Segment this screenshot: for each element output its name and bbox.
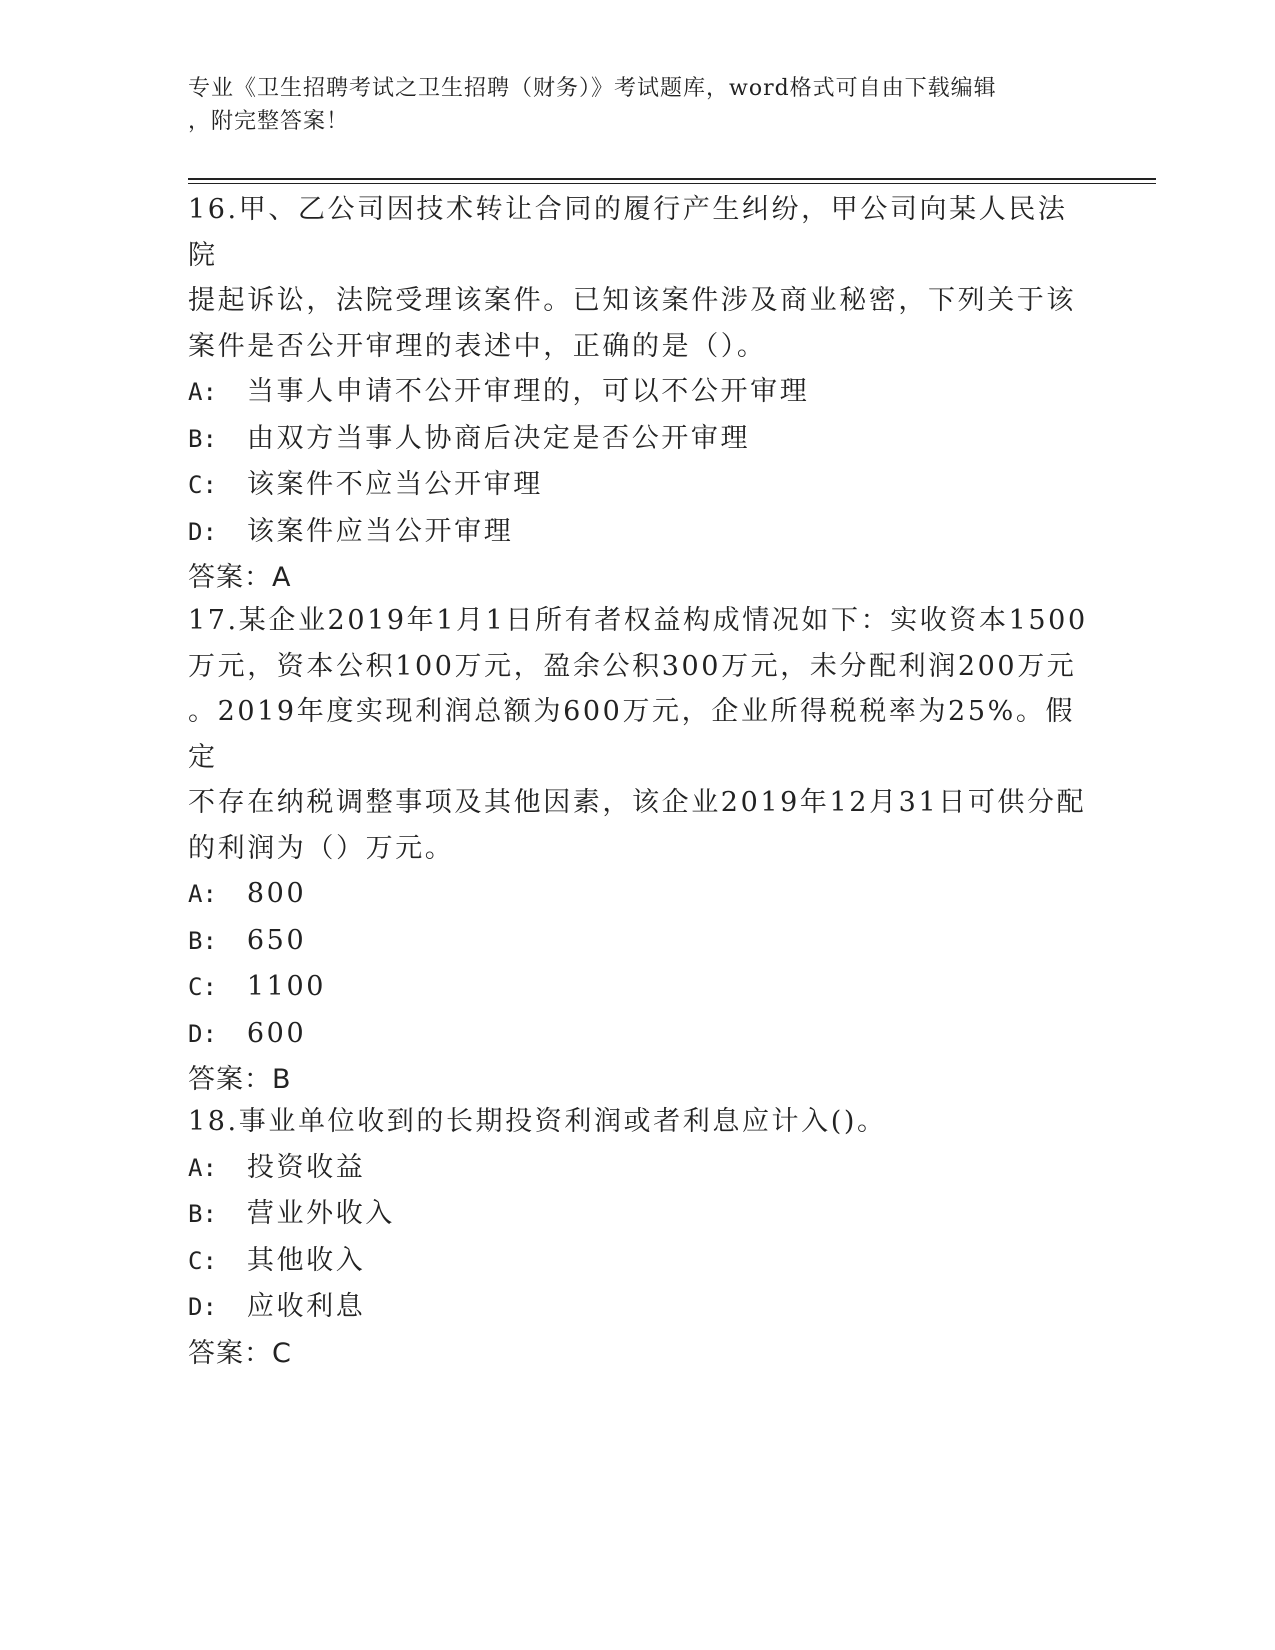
option-a [188,369,1088,416]
option-text: 营业外收入 [246,1198,395,1229]
option-key: B: [188,424,217,453]
question-stem-line: 万元，资本公积100万元，盈余公积300万元，未分配利润200万元 [188,650,1077,682]
option-a [188,871,1088,918]
header-line-1: 专业《卫生招聘考试之卫生招聘（财务）》考试题库，word格式可自由下载编辑 [188,76,997,101]
option-text: 该案件应当公开审理 [246,515,514,547]
option-text: 1100 [246,971,327,1002]
option-key: D: [188,1019,217,1048]
question-16 [188,187,1088,601]
answer-line: 答案：C [188,1337,292,1369]
option-key: B: [188,926,217,955]
option-b [188,1191,1088,1238]
option-d [188,1011,1088,1058]
option-key: A: [188,378,217,406]
option-text: 800 [246,878,307,909]
option-text: 应收利息 [246,1291,366,1322]
question-stem-line: 案件是否公开审理的表述中，正确的是（）。 [188,330,767,362]
option-c [188,462,1088,509]
question-17 [188,598,1088,1103]
option-b [188,416,1088,463]
option-c [188,964,1088,1011]
question-stem-line: 18.事业单位收到的长期投资利润或者利息应计入()。 [188,1106,887,1137]
option-key: D: [188,1293,217,1321]
document-header [188,72,1068,138]
option-key: A: [188,880,217,908]
question-stem-line: 提起诉讼，法院受理该案件。已知该案件涉及商业秘密，下列关于该 [188,285,1076,316]
answer-line: 答案：B [188,1064,292,1095]
header-divider-thin [188,183,1156,184]
question-stem-line: 的利润为（）万元。 [188,832,455,864]
option-text: 该案件不应当公开审理 [246,469,543,500]
option-text: 650 [246,924,307,956]
question-stem-line: 16.甲、乙公司因技术转让合同的履行产生纠纷，甲公司向某人民法院 [188,194,1068,271]
option-text: 由双方当事人协商后决定是否公开审理 [246,422,751,454]
answer-line: 答案：A [188,562,292,593]
option-key: B: [188,1200,217,1228]
option-a [188,1145,1088,1192]
option-key: C: [188,471,217,499]
header-line-2: ，附完整答案！ [188,109,350,134]
option-c [188,1238,1088,1285]
option-key: C: [188,1246,217,1275]
option-d [188,1284,1088,1331]
question-stem-line: 不存在纳税调整事项及其他因素，该企业2019年12月31日可供分配 [188,787,1087,818]
option-text: 600 [246,1017,307,1049]
option-text: 当事人申请不公开审理的，可以不公开审理 [246,376,810,407]
question-stem-line: 。2019年度实现利润总额为600万元，企业所得税税率为25%。假定 [188,696,1076,773]
option-b [188,918,1088,965]
question-18 [188,1099,1088,1376]
question-stem-line: 17.某企业2019年1月1日所有者权益构成情况如下：实收资本1500 [188,605,1088,636]
header-divider-thick [188,178,1156,180]
option-text: 投资收益 [246,1151,366,1183]
option-key: A: [188,1153,217,1182]
option-text: 其他收入 [246,1244,366,1276]
option-key: C: [188,973,217,1001]
option-d [188,509,1088,556]
option-key: D: [188,517,217,546]
